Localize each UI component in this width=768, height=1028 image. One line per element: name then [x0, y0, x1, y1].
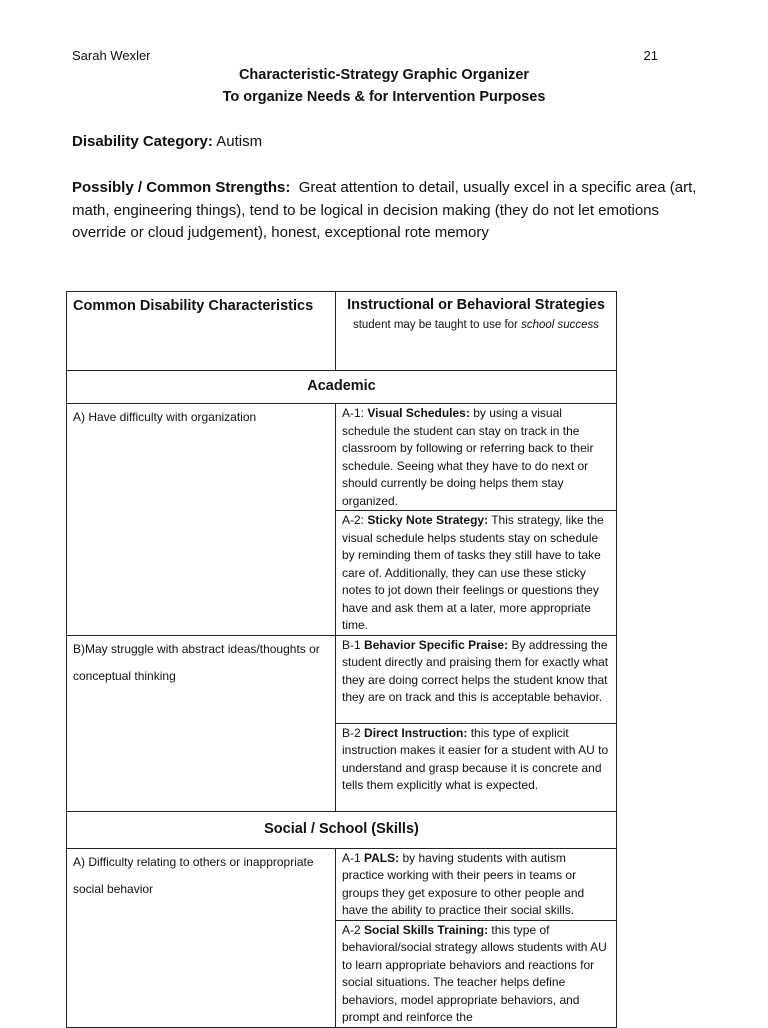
page-number: 21: [643, 48, 658, 63]
characteristics-header: Common Disability Characteristics: [67, 292, 336, 371]
disability-category-label: Disability Category:: [72, 133, 213, 150]
strategy-cell: [336, 404, 617, 511]
strategy-text: this type of explicit instruction makes it easier for a student with AU to understand and grasp because it is concrete and tells them explicitly what is expected.: [342, 725, 609, 792]
strategy-text: by using a visual schedule the student can stay on track in the classroom by following or referring back to their schedule. Seeing what they have to do next or should currently be doing helps them stay organized.: [342, 406, 594, 508]
strategy-cell: [336, 920, 617, 1027]
graphic-organizer-table: [66, 291, 617, 1028]
characteristic-cell: A) Have difficulty with organization: [67, 404, 336, 636]
strategies-header: [336, 292, 617, 371]
section-row-social: [67, 811, 617, 848]
strategy-title: Behavior Specific Praise:: [364, 637, 509, 652]
strategy-text: By addressing the student directly and praising them for exactly what they are doing correct helps the student know that they are on track and this is acceptable behavior.: [342, 637, 609, 704]
disability-category-value: Autism: [216, 133, 263, 150]
table-row: [67, 404, 617, 511]
section-heading-social: Social / School (Skills): [67, 811, 617, 848]
strengths-label: Possibly / Common Strengths:: [72, 179, 291, 196]
strategy-title: Sticky Note Strategy:: [367, 513, 489, 527]
strategy-text: this type of behavioral/social strategy allows students with AU to learn appropriate behaviors and reactions for social situations. The teacher helps define behaviors, model appropriate behaviors, and prompt and reinforce the: [342, 922, 607, 1024]
strategy-code: A-1: [342, 850, 361, 865]
strategy-title: Direct Instruction:: [364, 725, 468, 740]
strategy-cell: [336, 848, 617, 920]
strategy-code: A-2: [342, 922, 361, 937]
author-name: Sarah Wexler: [72, 48, 151, 63]
table-row: [67, 635, 617, 723]
strategy-cell: [336, 635, 617, 723]
strategy-code: B-1: [342, 637, 361, 652]
strategy-code: B-2: [342, 725, 361, 740]
strategy-cell: [336, 723, 617, 811]
characteristic-cell: A) Difficulty relating to others or inappropriate social behavior: [67, 848, 336, 1027]
table-header-row: [67, 292, 617, 371]
strategy-title: Visual Schedules:: [367, 406, 470, 420]
strategy-text: by having students with autism practice working with their peers in teams or groups they get exposure to other people and have the ability to practice their social skills.: [342, 850, 585, 917]
strategies-subtitle-plain: student may be taught to use for: [352, 319, 518, 331]
document-subtitle: To organize Needs & for Intervention Purposes: [222, 89, 546, 105]
strategy-code: A-1:: [342, 406, 365, 420]
strategy-cell: [336, 511, 617, 636]
strengths-text: Great attention to detail, usually excel in a specific area (art, math, engineering things), tend to be logical in decision making (they do not let emotions override or cloud judgement), honest, exceptional rote memory: [72, 179, 697, 241]
strategies-header-subtitle: [342, 316, 610, 334]
strategy-text: This strategy, like the visual schedule helps students stay on schedule by reminding them of tasks they still have to take care of. Additionally, they can use these sticky notes to jot down their feelings or questions they have and ask them at a later, more appropriate time.: [342, 513, 604, 632]
section-heading-academic: Academic: [67, 371, 617, 404]
strategy-code: A-2:: [342, 513, 365, 527]
strengths-paragraph: [72, 177, 712, 245]
table-row: [67, 848, 617, 920]
strategies-header-title: Instructional or Behavioral Strategies: [347, 297, 605, 313]
disability-category: [72, 133, 262, 150]
strategy-title: Social Skills Training:: [364, 922, 489, 937]
characteristic-cell: B)May struggle with abstract ideas/thoughts or conceptual thinking: [67, 635, 336, 811]
strategies-subtitle-italic: school success: [521, 319, 600, 331]
section-row-academic: [67, 371, 617, 404]
document-title: Characteristic-Strategy Graphic Organizer: [238, 67, 530, 83]
strategy-title: PALS:: [364, 850, 400, 865]
